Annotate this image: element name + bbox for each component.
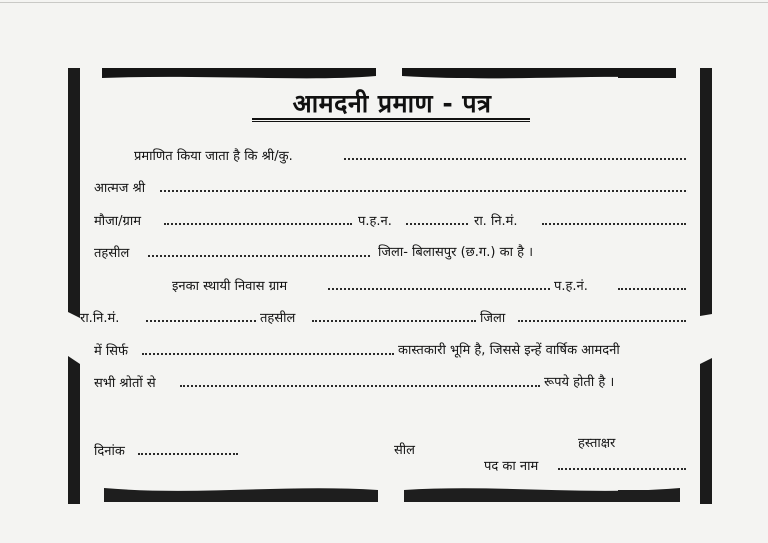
designation-label: पद का नाम [484, 459, 539, 474]
decorative-border [66, 64, 714, 506]
revenue-circle-label: रा. नि.मं. [474, 214, 518, 229]
father-name-field[interactable] [160, 188, 686, 192]
patwari-halka-field[interactable] [406, 221, 468, 225]
rupees-statement: रूपये होती है । [544, 375, 615, 390]
income-amount-field[interactable] [180, 383, 540, 387]
rnm-field[interactable] [146, 318, 256, 322]
district-label: जिला [480, 311, 506, 326]
permanent-village-label: इनका स्थायी निवास ग्राम [172, 279, 288, 294]
income-certificate-form [66, 64, 714, 506]
ph-number-field[interactable] [618, 286, 686, 290]
tehsil-field[interactable] [148, 253, 370, 257]
designation-field[interactable] [558, 466, 686, 470]
date-label: दिनांक [94, 444, 125, 459]
revenue-circle-field[interactable] [542, 221, 686, 225]
agricultural-land-statement: कास्तकारी भूमि है, जिससे इन्हें वार्षिक आमदनी [398, 343, 620, 358]
title-underline-double [252, 121, 530, 122]
ph-number-label: प.ह.नं. [554, 279, 588, 294]
district-statement: जिला- बिलासपुर (छ.ग.) का है । [378, 245, 534, 260]
tehsil2-field[interactable] [312, 318, 476, 322]
certified-name-label: प्रमाणित किया जाता है कि श्री/कु. [134, 149, 293, 164]
land-area-field[interactable] [142, 351, 394, 355]
village-label: मौजा/ग्राम [94, 214, 142, 229]
all-sources-label: सभी श्रोतों से [94, 376, 156, 391]
date-field[interactable] [138, 451, 238, 455]
name-field[interactable] [344, 156, 686, 160]
rnm-label: रा.नि.मं. [80, 311, 120, 326]
only-label: में सिर्फ [94, 344, 129, 359]
father-name-label: आत्मज श्री [94, 181, 146, 196]
signature-label: हस्ताक्षर [578, 436, 616, 451]
seal-label: सील [394, 443, 415, 458]
patwari-halka-label: प.ह.न. [358, 214, 392, 229]
form-title: आमदनी प्रमाण - पत्र [292, 89, 492, 118]
paper-edge [0, 2, 768, 3]
title-underline [252, 118, 530, 120]
tehsil-label: तहसील [94, 246, 130, 261]
village-field[interactable] [164, 221, 352, 225]
permanent-village-field[interactable] [328, 286, 550, 290]
district-field[interactable] [518, 318, 686, 322]
tehsil2-label: तहसील [260, 311, 296, 326]
